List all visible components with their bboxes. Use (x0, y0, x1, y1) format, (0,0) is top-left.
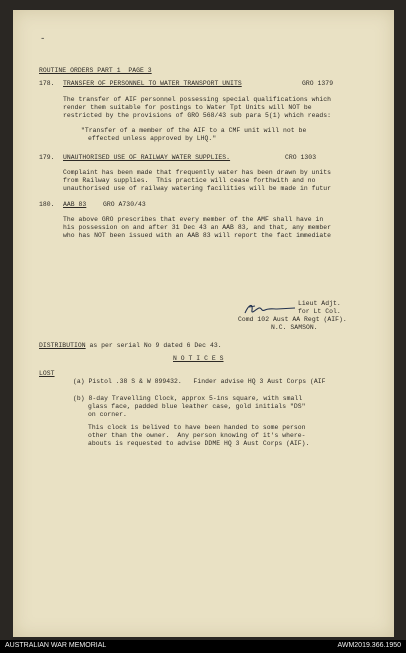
section-178-heading: TRANSFER OF PERSONNEL TO WATER TRANSPORT UNITS (63, 80, 242, 87)
signature-line-2: for Lt Col. (298, 308, 341, 315)
section-180-line-1: The above GRO prescribes that every member of the AMF shall have in (63, 216, 324, 223)
lost-item-a: (a) Pistol .38 S & W 899432. Finder advise HQ 3 Aust Corps (AIF (73, 378, 326, 385)
section-179-number: 179. (39, 154, 55, 161)
section-180-heading: AAB 83 (63, 201, 87, 208)
lost-note-line-2: other than the owner. Any person knowing of it's where- (88, 432, 306, 439)
section-178-number: 178. (39, 80, 55, 87)
section-180-line-3: who has NOT been issued with an AAB 83 will report the fact immediate (63, 232, 332, 239)
section-179-line-1: Complaint has been made that frequently water has been drawn by units (63, 169, 332, 176)
signature-line-3: Comd 102 Aust AA Regt (AIF). (238, 316, 347, 323)
lost-label: LOST (39, 370, 55, 377)
notices-title: N O T I C E S (173, 355, 224, 362)
section-180-line-2: his possession on and after 31 Dec 43 an AAB 83, and that, any member (63, 224, 332, 231)
section-178-line-3: restricted by the provisions of GRO 568/43 sub para 5(1) which reads: (63, 112, 332, 119)
lost-note-line-1: This clock is belived to have been handed to some person (88, 424, 306, 431)
lost-item-b-line-1: (b) 8-day Travelling Clock, approx 5-ins square, with small (73, 395, 303, 402)
distribution-label: DISTRIBUTION (39, 342, 86, 349)
section-178-line-2: render them suitable for postings to Water Tpt Units will NOT be (63, 104, 312, 111)
section-179-line-2: from Railway supplies. This practice will cease forthwith and no (63, 177, 316, 184)
lost-item-b-line-3: on corner. (88, 411, 127, 418)
lost-note-line-3: abouts is requested to advise DDME HQ 3 Aust Corps (AIF). (88, 440, 310, 447)
footer-accession-id: AWM2019.366.1950 (337, 642, 401, 649)
margin-mark: - (40, 34, 46, 44)
section-179-heading: UNAUTHORISED USE OF RAILWAY WATER SUPPLIES. (63, 154, 231, 161)
section-180-ref: GRO A730/43 (103, 201, 146, 208)
section-178-ref: GRO 1379 (302, 80, 334, 87)
signature-line-1: Lieut Adjt. (298, 300, 341, 307)
section-179-ref: CRO 1303 (285, 154, 317, 161)
section-178-quote-2: effected unless approved by LHQ." (88, 135, 217, 142)
footer-source: AUSTRALIAN WAR MEMORIAL (5, 642, 107, 649)
page-header: ROUTINE ORDERS PART 1 PAGE 3 (39, 67, 152, 74)
document-page (13, 10, 394, 637)
section-180-number: 180. (39, 201, 55, 208)
section-179-line-3: unauthorised use of railway watering facilities will be made in futur (63, 185, 332, 192)
section-178-line-1: The transfer of AIF personnel possessing special qualifications which (63, 96, 332, 103)
distribution-text: as per serial No 9 dated 6 Dec 43. (85, 342, 222, 349)
footer-bar (0, 640, 406, 653)
lost-item-b-line-2: glass face, padded blue leather case, gold initials "DS" (88, 403, 306, 410)
distribution-line (39, 342, 222, 350)
signature-line-4: N.C. SAMSON. (271, 324, 318, 331)
section-178-quote-1: "Transfer of a member of the AIF to a CMF unit will not be (81, 127, 307, 134)
